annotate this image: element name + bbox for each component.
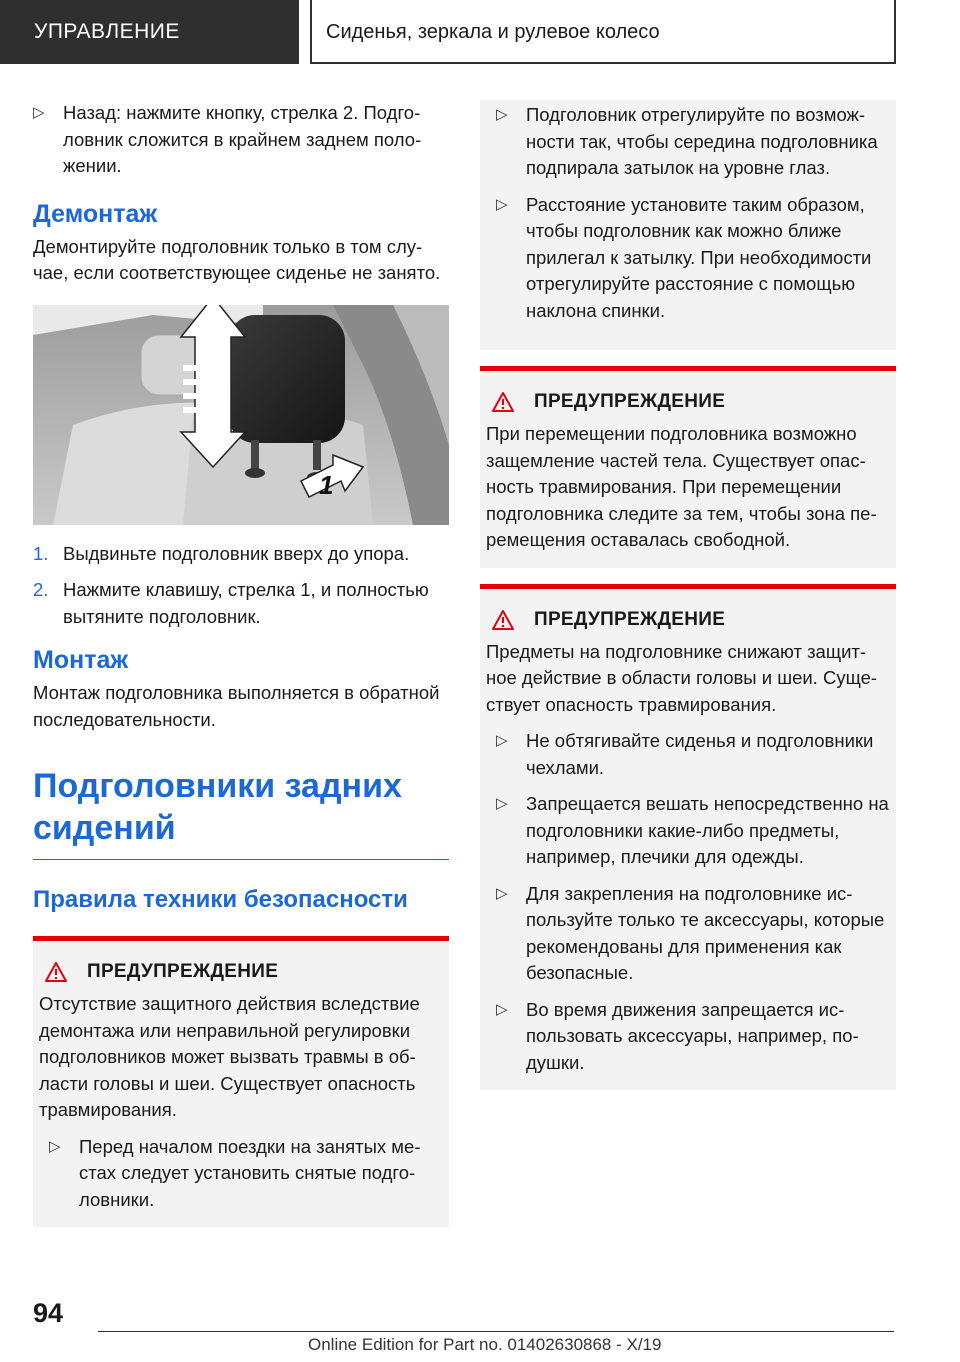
bullet-item xyxy=(49,1134,443,1214)
warning-title xyxy=(486,609,890,631)
section-title: Подголовники задних сидений xyxy=(33,767,402,847)
warning-title xyxy=(486,391,890,413)
warning-triangle-icon xyxy=(45,962,67,982)
left-column xyxy=(33,100,449,1227)
section-label: УПРАВЛЕНИЕ xyxy=(34,20,180,43)
chapter-title: Сиденья, зеркала и рулевое колесо xyxy=(326,20,660,43)
bullet-item xyxy=(496,881,890,987)
triangle-right-outline-icon: ▷ xyxy=(496,106,508,123)
triangle-right-outline-icon: ▷ xyxy=(496,732,508,749)
subsection-title: Правила техники безопасности xyxy=(33,886,408,913)
bullet-text: Подголовник отрегулируйте по возможности так, чтобы середина подголовника подпирала затылок на уровне глаз. xyxy=(526,104,878,178)
bullet-item xyxy=(496,192,890,325)
step-text: Нажмите клавишу, стрелка 1, и полностью вытяните подголовник. xyxy=(63,579,429,627)
headrest-illustration xyxy=(33,305,449,525)
install-text: Монтаж подголовника выполняется в обратной последовательности. xyxy=(33,682,440,730)
warning-text: При перемещении подголовника возможно защемление частей тела. Существует опасность травмирования. При перемещении подголовника следите за тем, чтобы зона перемещения оставалась свободной. xyxy=(486,423,877,550)
bullet-text: Для закрепления на подголовнике используйте только те аксессуары, которые рекомендованы для применения как безопасные. xyxy=(526,882,885,983)
footer-edition: Online Edition for Part no. 01402630868 - X/19 xyxy=(308,1335,662,1354)
bullet-item xyxy=(496,728,890,781)
bullet-text: Запрещается вешать непосредственно на подголовники какие-либо предметы, например, плечики для одежды. xyxy=(526,793,889,867)
bullet-text: Перед началом поездки на занятых местах следует установить снятые подголовники. xyxy=(79,1135,421,1210)
triangle-right-outline-icon: ▷ xyxy=(496,795,508,812)
triangle-right-outline-icon: ▷ xyxy=(49,1137,61,1155)
bullet-text: Во время движения запрещается использовать аксессуары, например, подушки. xyxy=(526,998,859,1073)
step-number: 1. xyxy=(33,542,49,564)
right-column xyxy=(480,100,896,1090)
list-item xyxy=(33,541,449,568)
footer-rule xyxy=(98,1331,894,1332)
bullet-text: Назад: нажмите кнопку, стрелка 2. Подголовник сложится в крайнем заднем положении. xyxy=(63,102,422,176)
warning-box xyxy=(33,936,449,1227)
removal-text: Демонтируйте подголовник только в том случае, если соответствующее сиденье не занято. xyxy=(33,235,441,283)
headrest-figure xyxy=(33,305,449,525)
removal-heading: Демонтаж xyxy=(33,199,158,228)
bullet-item xyxy=(496,997,890,1077)
bullet-item xyxy=(496,102,890,182)
triangle-right-outline-icon: ▷ xyxy=(496,1000,508,1018)
install-heading: Монтаж xyxy=(33,646,129,674)
list-item xyxy=(33,577,449,630)
step-number: 2. xyxy=(33,579,49,600)
triangle-right-outline-icon: ▷ xyxy=(33,104,45,121)
triangle-right-outline-icon: ▷ xyxy=(496,195,508,213)
figure-callout-label: 1 xyxy=(319,469,334,500)
warning-triangle-icon xyxy=(492,610,514,630)
bullet-text: Не обтягивайте сиденья и подголовники чехлами. xyxy=(526,730,874,778)
bullet-item xyxy=(496,791,890,871)
warning-title xyxy=(39,961,443,983)
warning-text: Предметы на подголовнике снижают защитное действие в области головы и шеи. Существует опасность травмирования. xyxy=(486,640,878,715)
step-text: Выдвиньте подголовник вверх до упора. xyxy=(63,542,410,564)
section-tab xyxy=(0,0,299,64)
warning-text: Отсутствие защитного действия вследствие демонтажа или неправильной регулировки подголовников может вызвать травмы в области головы и шеи. Существует опасность травмирования. xyxy=(39,993,420,1120)
page-number: 94 xyxy=(33,1298,64,1328)
triangle-right-outline-icon: ▷ xyxy=(496,884,508,902)
info-box xyxy=(480,100,896,350)
warning-box xyxy=(480,584,896,1091)
bullet-item xyxy=(33,100,449,180)
header-divider xyxy=(310,0,312,64)
warning-box xyxy=(480,366,896,568)
warning-title-text: ПРЕДУПРЕЖДЕНИЕ xyxy=(534,608,726,630)
steps-list xyxy=(33,541,449,631)
bullet-text: Расстояние установите таким образом, чтобы подголовник как можно ближе прилегал к затылку. При необходимости отрегулируйте расстояние с помощью наклона спинки. xyxy=(526,193,872,321)
warning-title-text: ПРЕДУПРЕЖДЕНИЕ xyxy=(87,961,279,982)
header-border xyxy=(894,0,896,64)
section-rule xyxy=(33,859,449,860)
warning-title-text: ПРЕДУПРЕЖДЕНИЕ xyxy=(534,391,726,412)
warning-triangle-icon xyxy=(492,392,514,412)
